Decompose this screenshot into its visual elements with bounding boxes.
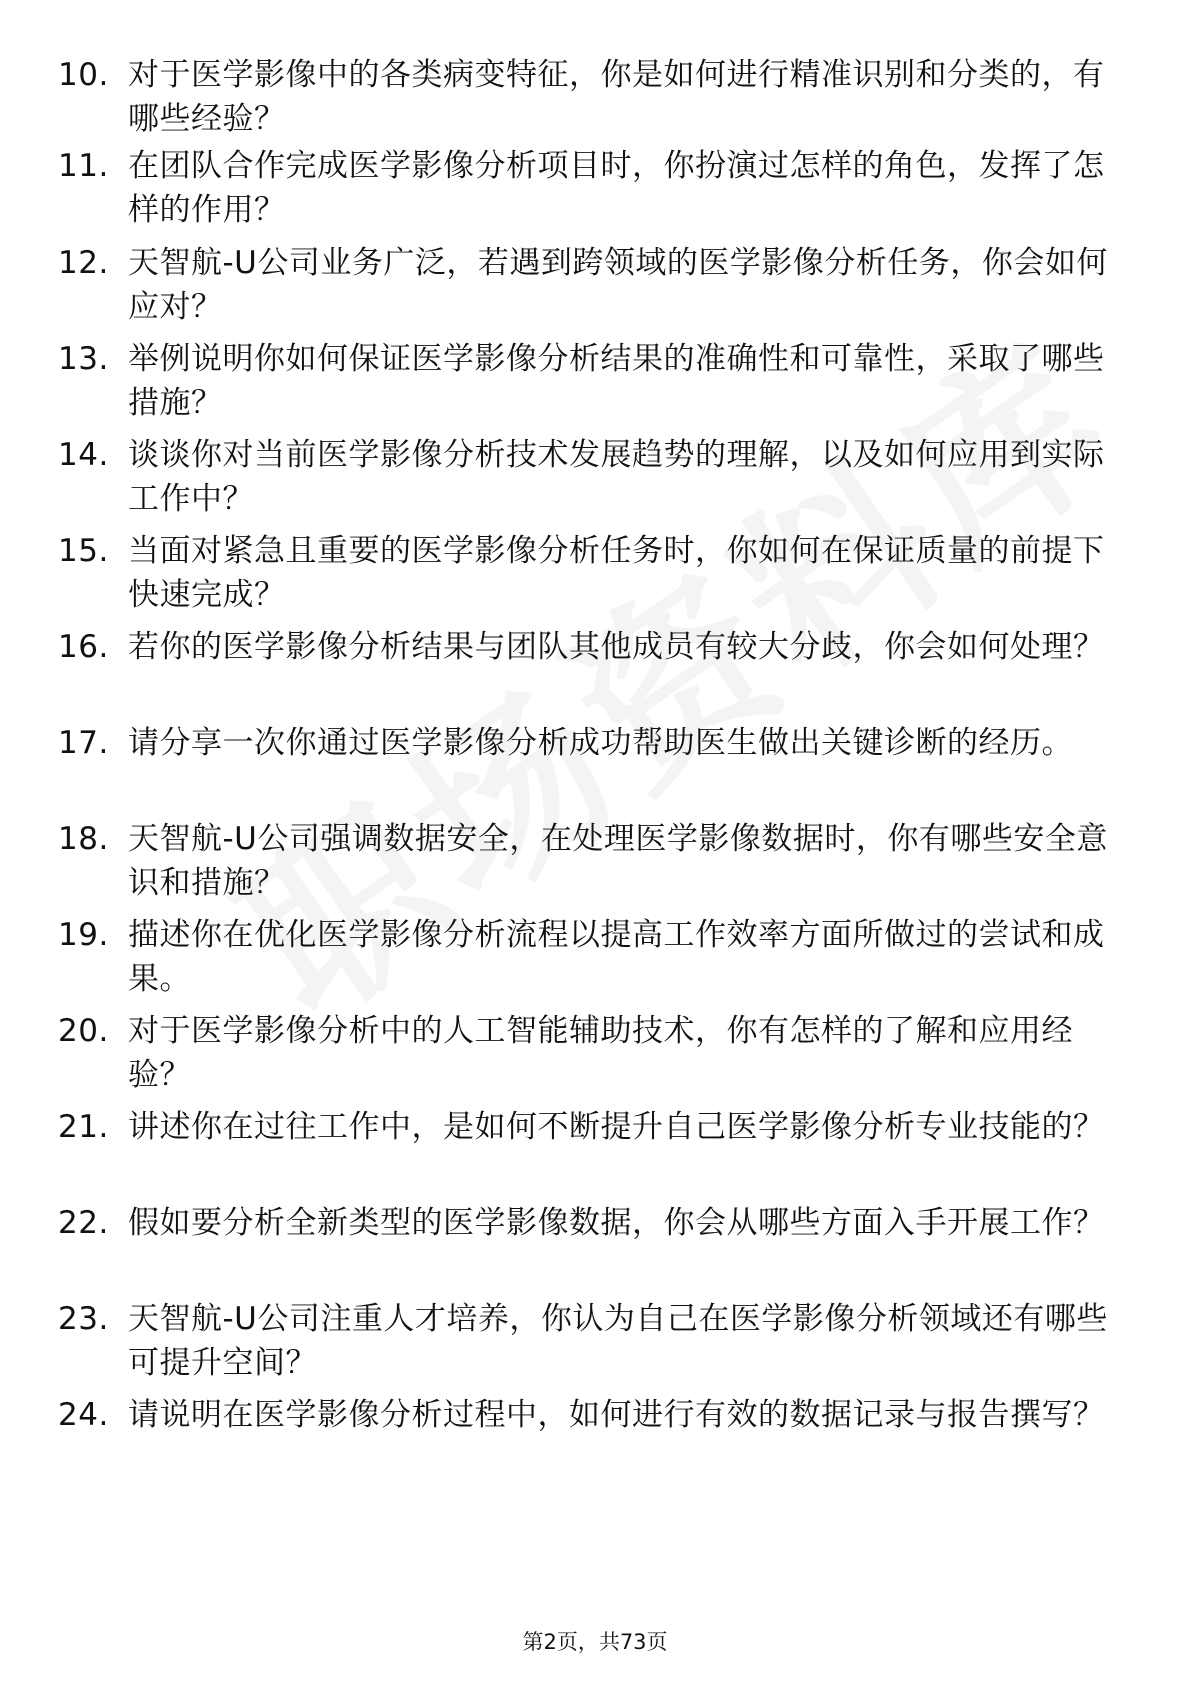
question-item <box>0 1201 1190 1291</box>
question-number: 15. <box>58 533 109 569</box>
question-number: 11. <box>58 148 109 184</box>
question-number: 16. <box>58 629 109 665</box>
question-item <box>0 144 1190 234</box>
question-number: 13. <box>58 341 109 377</box>
question-text: 对于医学影像分析中的人工智能辅助技术，你有怎样的了解和应用经验？ <box>128 1013 1073 1093</box>
question-item <box>0 1393 1190 1483</box>
question-number: 14. <box>58 437 109 473</box>
question-item <box>0 529 1190 619</box>
question-text: 描述你在优化医学影像分析流程以提高工作效率方面所做过的尝试和成果。 <box>128 917 1105 997</box>
question-item <box>0 53 1190 143</box>
question-item <box>0 337 1190 427</box>
question-text: 举例说明你如何保证医学影像分析结果的准确性和可靠性，采取了哪些措施？ <box>128 341 1105 421</box>
question-number: 18. <box>58 821 109 857</box>
question-number: 22. <box>58 1205 109 1241</box>
question-item <box>0 1009 1190 1099</box>
question-number: 17. <box>58 725 109 761</box>
question-item <box>0 241 1190 331</box>
question-text: 天智航-U公司业务广泛，若遇到跨领域的医学影像分析任务，你会如何应对？ <box>128 245 1108 325</box>
question-text: 在团队合作完成医学影像分析项目时，你扮演过怎样的角色，发挥了怎样的作用？ <box>128 148 1105 228</box>
page-footer: 第2页，共73页 <box>522 1630 668 1654</box>
question-number: 24. <box>58 1397 109 1433</box>
question-item <box>0 625 1190 715</box>
question-item <box>0 1297 1190 1387</box>
question-item <box>0 817 1190 907</box>
question-text: 谈谈你对当前医学影像分析技术发展趋势的理解，以及如何应用到实际工作中？ <box>128 437 1105 517</box>
question-text: 请说明在医学影像分析过程中，如何进行有效的数据记录与报告撰写？ <box>128 1397 1105 1433</box>
question-number: 12. <box>58 245 109 281</box>
question-text: 请分享一次你通过医学影像分析成功帮助医生做出关键诊断的经历。 <box>128 725 1073 761</box>
question-item <box>0 1105 1190 1195</box>
question-text: 若你的医学影像分析结果与团队其他成员有较大分歧，你会如何处理？ <box>128 629 1105 665</box>
question-text: 天智航-U公司强调数据安全，在处理医学影像数据时，你有哪些安全意识和措施？ <box>128 821 1108 901</box>
question-text: 当面对紧急且重要的医学影像分析任务时，你如何在保证质量的前提下快速完成？ <box>128 533 1105 613</box>
question-number: 20. <box>58 1013 109 1049</box>
question-text: 天智航-U公司注重人才培养，你认为自己在医学影像分析领域还有哪些可提升空间？ <box>128 1301 1108 1381</box>
question-item <box>0 913 1190 1003</box>
question-number: 21. <box>58 1109 109 1145</box>
question-text: 假如要分析全新类型的医学影像数据，你会从哪些方面入手开展工作？ <box>128 1205 1105 1241</box>
question-text: 讲述你在过往工作中，是如何不断提升自己医学影像分析专业技能的？ <box>128 1109 1105 1145</box>
question-text: 对于医学影像中的各类病变特征，你是如何进行精准识别和分类的，有哪些经验？ <box>128 57 1105 137</box>
question-number: 23. <box>58 1301 109 1337</box>
question-number: 10. <box>58 57 109 93</box>
question-item <box>0 721 1190 811</box>
question-number: 19. <box>58 917 109 953</box>
question-item <box>0 433 1190 523</box>
